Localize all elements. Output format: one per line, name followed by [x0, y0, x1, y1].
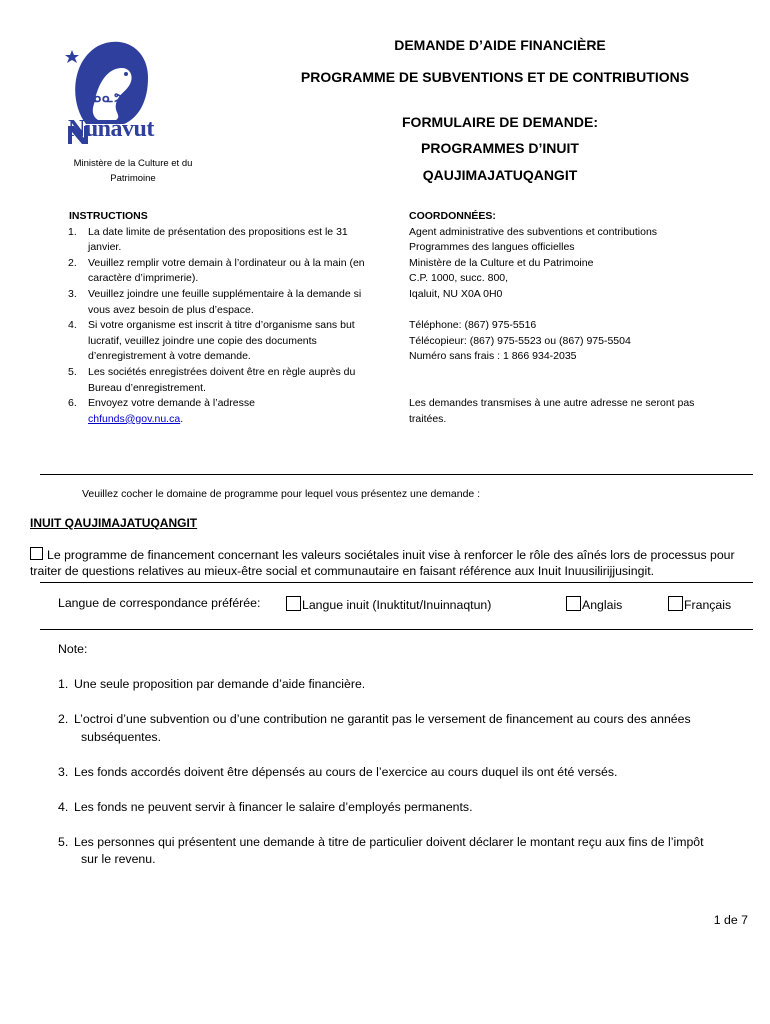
note-num: 4. — [58, 799, 69, 814]
logo-syllabics: ᓄᓇᕗᑦ — [90, 90, 132, 105]
instruction-num: 6. — [68, 397, 77, 410]
instructions-heading: INSTRUCTIONS — [69, 210, 148, 222]
address-line: Iqaluit, NU X0A 0H0 — [409, 287, 503, 300]
instruction-item — [69, 318, 371, 365]
note-text: Les personnes qui présentent une demande à titre de particulier doivent déclarer le montant reçu aux fins de l’impôt — [74, 834, 704, 849]
instruction-text: La date limite de présentation des propositions est le 31 janvier. — [88, 225, 348, 254]
french-checkbox[interactable] — [668, 596, 683, 611]
address-line: Ministère de la Culture et du Patrimoine — [409, 256, 594, 269]
note-continuation: subséquentes. — [81, 729, 161, 744]
ministry-line: Patrimoine — [110, 173, 156, 184]
note-num: 5. — [58, 834, 69, 849]
phone-line: Téléphone: (867) 975-5516 — [409, 319, 537, 332]
instruction-num: 3. — [68, 287, 77, 300]
note-num: 1. — [58, 677, 69, 691]
domain-title: INUIT QAUJIMAJATUQANGIT — [30, 516, 198, 530]
note-item — [58, 711, 748, 746]
note-text: L’octroi d’une subvention ou d’une contribution ne garantit pas le versement de financement au cours des années — [74, 712, 691, 726]
fax-line: Télécopieur: (867) 975-5523 ou (867) 975-5504 — [409, 334, 631, 347]
note-continuation: sur le revenu. — [81, 852, 156, 866]
note-text: Une seule proposition par demande d’aide financière. — [74, 677, 366, 691]
instruction-text: Si votre organisme est inscrit à titre d’organisme sans but lucratif, veuillez joindre une copie des documents d’enregistrement à votre demande. — [88, 319, 355, 363]
instructions-section — [69, 209, 371, 427]
language-option-inuit — [286, 596, 491, 612]
instruction-item — [69, 225, 371, 256]
nunavut-logo — [64, 34, 154, 146]
program-instruction: Veuillez cocher le domaine de programme pour lequel vous présentez une demande : — [82, 488, 481, 500]
instruction-item — [69, 365, 371, 396]
instruction-text: Veuillez joindre une feuille supplémentaire à la demande si vous avez besoin de plus d’espace. — [88, 287, 362, 316]
divider — [40, 474, 753, 475]
ministry-line: Ministère de la Culture et du — [73, 158, 193, 169]
note-item — [58, 834, 748, 869]
instruction-item — [69, 287, 371, 318]
note-item — [58, 764, 748, 782]
english-checkbox[interactable] — [566, 596, 581, 611]
form-subtitle: QAUJIMAJATUQANGIT — [422, 167, 578, 183]
address-warning: Les demandes transmises à une autre adresse ne seront pas traitées. — [409, 397, 695, 425]
language-option-label: Anglais — [582, 598, 623, 612]
email-link[interactable]: chfunds@gov.nu.ca — [88, 412, 181, 425]
instruction-item — [69, 396, 371, 427]
language-option-label: Français — [684, 598, 732, 612]
form-subtitle: FORMULAIRE DE DEMANDE: — [402, 114, 598, 130]
instruction-num: 1. — [68, 225, 77, 238]
notes-list — [58, 676, 748, 886]
address-line: Programmes des langues officielles — [409, 241, 575, 254]
tollfree-line: Numéro sans frais : 1 866 934-2035 — [409, 350, 577, 363]
divider — [40, 582, 753, 583]
note-text: Les fonds ne peuvent servir à financer le salaire d’employés permanents. — [74, 799, 473, 814]
logo-wordmark: Nunavut — [68, 116, 154, 142]
program-description: Le programme de financement concernant les valeurs sociétales inuit vise à renforcer le rôle des aînés lors de processus pour traiter de questions relatives au mieux-être social et communautaire en faisant référence aux Inuit Inuusilirijjusingit. — [30, 548, 735, 578]
language-option-french — [668, 596, 731, 612]
instruction-item — [69, 256, 371, 287]
note-item — [58, 676, 748, 694]
note-item — [58, 799, 748, 817]
program-checkbox[interactable] — [30, 547, 43, 560]
instruction-text: Veuillez remplir votre demain à l’ordinateur ou à la main (en caractère d’imprimerie). — [88, 256, 365, 285]
contact-section — [409, 209, 729, 427]
page-number: 1 de 7 — [713, 913, 748, 927]
program-option — [30, 547, 752, 579]
address-line: C.P. 1000, succ. 800, — [409, 272, 509, 285]
instruction-num: 2. — [68, 256, 77, 269]
language-option-label: Langue inuit (Inuktitut/Inuinnaqtun) — [302, 598, 492, 612]
form-subtitle: PROGRAMMES D’INUIT — [421, 140, 579, 156]
divider — [40, 629, 753, 630]
form-title: DEMANDE D’AIDE FINANCIÈRE — [394, 37, 606, 53]
program-title: PROGRAMME DE SUBVENTIONS ET DE CONTRIBUTIONS — [300, 69, 690, 85]
instruction-text: Envoyez votre demande à l’adresse — [88, 397, 255, 410]
language-label: Langue de correspondance préférée: — [58, 596, 261, 610]
address-line: Agent administrative des subventions et contributions — [409, 225, 658, 238]
inuit-checkbox[interactable] — [286, 596, 301, 611]
note-num: 2. — [58, 712, 69, 726]
ministry-name — [48, 156, 218, 186]
language-option-english — [566, 596, 622, 612]
note-num: 3. — [58, 764, 69, 779]
contact-heading: COORDONNÉES: — [409, 210, 496, 222]
instruction-num: 4. — [68, 319, 77, 332]
note-text: Les fonds accordés doivent être dépensés au cours de l’exercice au cours duquel ils ont été versés. — [74, 764, 618, 779]
instruction-num: 5. — [68, 365, 77, 378]
note-heading: Note: — [58, 642, 88, 656]
instruction-punct: . — [180, 412, 184, 425]
instruction-text: Les sociétés enregistrées doivent être en règle auprès du Bureau d’enregistrement. — [88, 365, 356, 394]
